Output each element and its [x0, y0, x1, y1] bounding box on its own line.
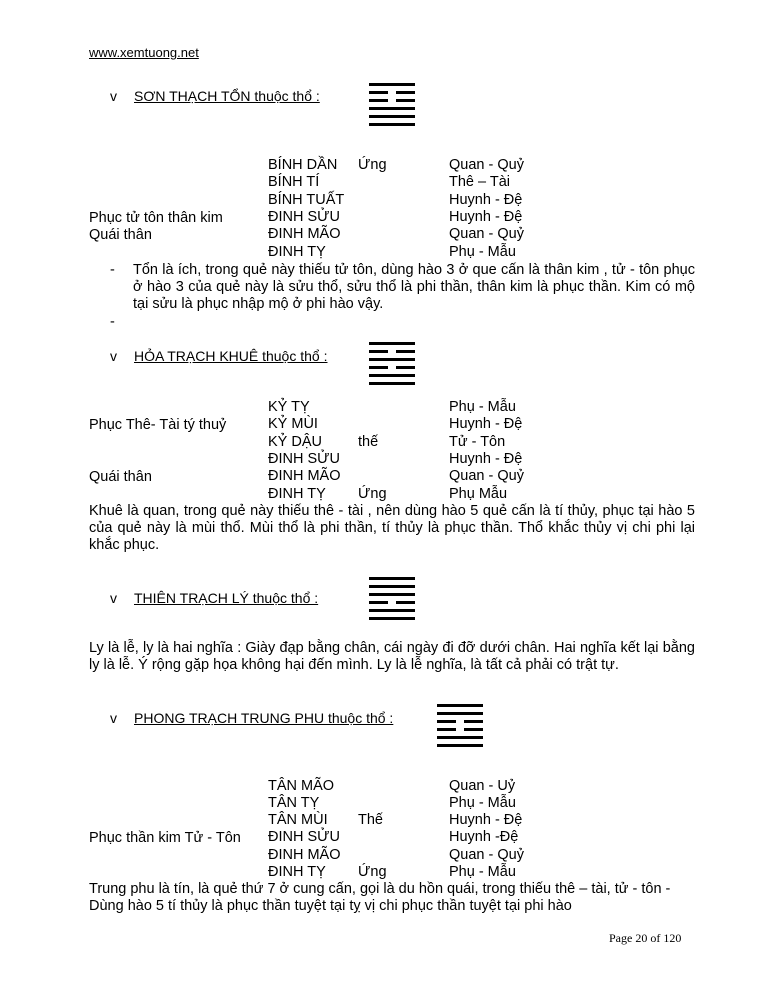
row-relation: Tử - Tôn [449, 434, 506, 450]
row-name: ĐINH TỴ [268, 864, 326, 880]
row-relation: Phụ Mẫu [449, 486, 508, 502]
section-note: Khuê là quan, trong quẻ này thiếu thê - tài , nên dùng hào 5 quẻ cấn là tí thủy, phục tại hào 5 của quẻ này là mùi thổ. Mùi thổ là phi thần, tí thủy là phục thần. Thổ khắc thủy vị chi phi lại khắc phục. [89, 503, 695, 553]
row-relation: Thê – Tài [449, 174, 510, 190]
row-name: ĐINH MÃO [268, 468, 341, 484]
row-name: BÍNH TUẤT [268, 192, 345, 208]
hexagram-yang-line [369, 83, 415, 86]
page-number: Page 20 of 120 [609, 931, 682, 945]
hexagram-yang-line [437, 712, 483, 715]
row-relation: Huynh - Đệ [449, 812, 523, 828]
empty-dash: - [110, 314, 115, 330]
row-name: ĐINH SỬU [268, 829, 340, 845]
hexagram-hoa-trach-khue [369, 342, 415, 390]
row-name: KỶ TỴ [268, 399, 310, 415]
hexagram-yang-line [369, 609, 415, 612]
section-note: Trung phu là tín, là quẻ thứ 7 ở cung cấn, gọi là du hồn quái, trong thiếu thê – tài, tử - tôn - Dùng hào 5 tí thủy là phục thần tuyệt tại tỵ vị chi phục thần tuyệt tại phi hào [89, 881, 671, 914]
bullet-marker: v [110, 348, 117, 364]
row-relation: Quan - Quỷ [449, 468, 524, 484]
row-relation: Phụ - Mẫu [449, 795, 516, 811]
section-title-phong-trach-trung-phu: PHONG TRẠCH TRUNG PHU thuộc thổ : [134, 710, 394, 726]
bullet-marker: v [110, 590, 117, 606]
hexagram-yang-line [369, 358, 415, 361]
row-mark: Thế [358, 812, 383, 828]
hexagram-yang-line [369, 617, 415, 620]
row-left-label: Phục thần kim Tử - Tôn [89, 830, 241, 846]
row-left-label: Phục Thê- Tài tý thuỷ [89, 417, 227, 433]
hexagram-yang-line [437, 736, 483, 739]
site-url[interactable]: www.xemtuong.net [89, 45, 199, 60]
row-name: KỶ DẬU [268, 434, 322, 450]
row-relation: Phụ - Mẫu [449, 244, 516, 260]
row-name: ĐINH TỴ [268, 244, 326, 260]
hexagram-yang-line [369, 107, 415, 110]
hexagram-phong-trach-trung-phu [437, 704, 483, 752]
row-name: ĐINH MÃO [268, 226, 341, 242]
row-relation: Quan - Uỷ [449, 778, 516, 794]
hexagram-yin-line [369, 91, 415, 94]
row-name: TÂN TỴ [268, 795, 320, 811]
row-relation: Quan - Quỷ [449, 847, 524, 863]
row-name: ĐINH SỬU [268, 451, 340, 467]
row-mark: Ứng [358, 157, 387, 173]
row-relation: Huynh -Đệ [449, 829, 519, 845]
hexagram-yin-line [437, 728, 483, 731]
hexagram-thien-trach-ly [369, 577, 415, 625]
row-relation: Huynh - Đệ [449, 416, 523, 432]
row-relation: Phụ - Mẫu [449, 399, 516, 415]
hexagram-yang-line [369, 593, 415, 596]
row-relation: Quan - Quỷ [449, 226, 524, 242]
bullet-marker: v [110, 88, 117, 104]
row-name: TÂN MÃO [268, 778, 335, 794]
row-relation: Huynh - Đệ [449, 192, 523, 208]
row-mark: thế [358, 434, 379, 450]
row-name: BÍNH TÍ [268, 174, 320, 190]
note-dash: - [110, 262, 115, 278]
hexagram-yang-line [369, 382, 415, 385]
hexagram-yang-line [369, 374, 415, 377]
hexagram-yang-line [369, 342, 415, 345]
row-left-label: Phục tử tôn thân kim [89, 210, 223, 226]
section-note: Tổn là ích, trong quẻ này thiếu tử tôn, dùng hào 3 ở que cấn là thân kim , tử - tôn phục ở hào 3 của quẻ này là sửu thổ, sửu thổ là phi thần, thân kim là phục thần. Kim có mộ tại sửu là phục nhập mộ ở phi hào vậy. [133, 262, 695, 312]
row-name: KỶ MÙI [268, 416, 318, 432]
hexagram-yin-line [369, 601, 415, 604]
row-name: ĐINH SỬU [268, 209, 340, 225]
hexagram-yang-line [437, 704, 483, 707]
section-title-thien-trach-ly: THIÊN TRẠCH LÝ thuộc thổ : [134, 590, 319, 606]
hexagram-yang-line [437, 744, 483, 747]
bullet-marker: v [110, 710, 117, 726]
hexagram-yin-line [369, 350, 415, 353]
hexagram-yang-line [369, 115, 415, 118]
hexagram-yang-line [369, 123, 415, 126]
hexagram-yin-line [369, 366, 415, 369]
row-name: BÍNH DẦN [268, 157, 338, 173]
row-relation: Quan - Quỷ [449, 157, 524, 173]
hexagram-yin-line [437, 720, 483, 723]
row-relation: Phụ - Mẫu [449, 864, 516, 880]
section-title-hoa-trach-khue: HỎA TRẠCH KHUÊ thuộc thổ : [134, 348, 328, 364]
row-name: TÂN MÙI [268, 812, 328, 828]
row-relation: Huynh - Đệ [449, 209, 523, 225]
row-left-label: Quái thân [89, 469, 152, 485]
row-mark: Ứng [358, 486, 387, 502]
row-name: ĐINH TỴ [268, 486, 326, 502]
hexagram-yin-line [369, 99, 415, 102]
hexagram-yang-line [369, 577, 415, 580]
row-name: ĐINH MÃO [268, 847, 341, 863]
section-note: Ly là lễ, ly là hai nghĩa : Giày đạp bằng chân, cái ngày đi đỡ dưới chân. Hai nghĩa kết lại bằng ly là lễ. Ý rộng gặp họa không hại đến mình. Ly là lễ nghĩa, là tất cả phải có trật tự. [89, 640, 695, 673]
row-mark: Ứng [358, 864, 387, 880]
row-relation: Huynh - Đệ [449, 451, 523, 467]
section-title-son-thach-ton: SƠN THẠCH TỔN thuộc thổ : [134, 88, 320, 104]
hexagram-yang-line [369, 585, 415, 588]
hexagram-son-thach-ton [369, 83, 415, 131]
row-left-label: Quái thân [89, 227, 152, 243]
